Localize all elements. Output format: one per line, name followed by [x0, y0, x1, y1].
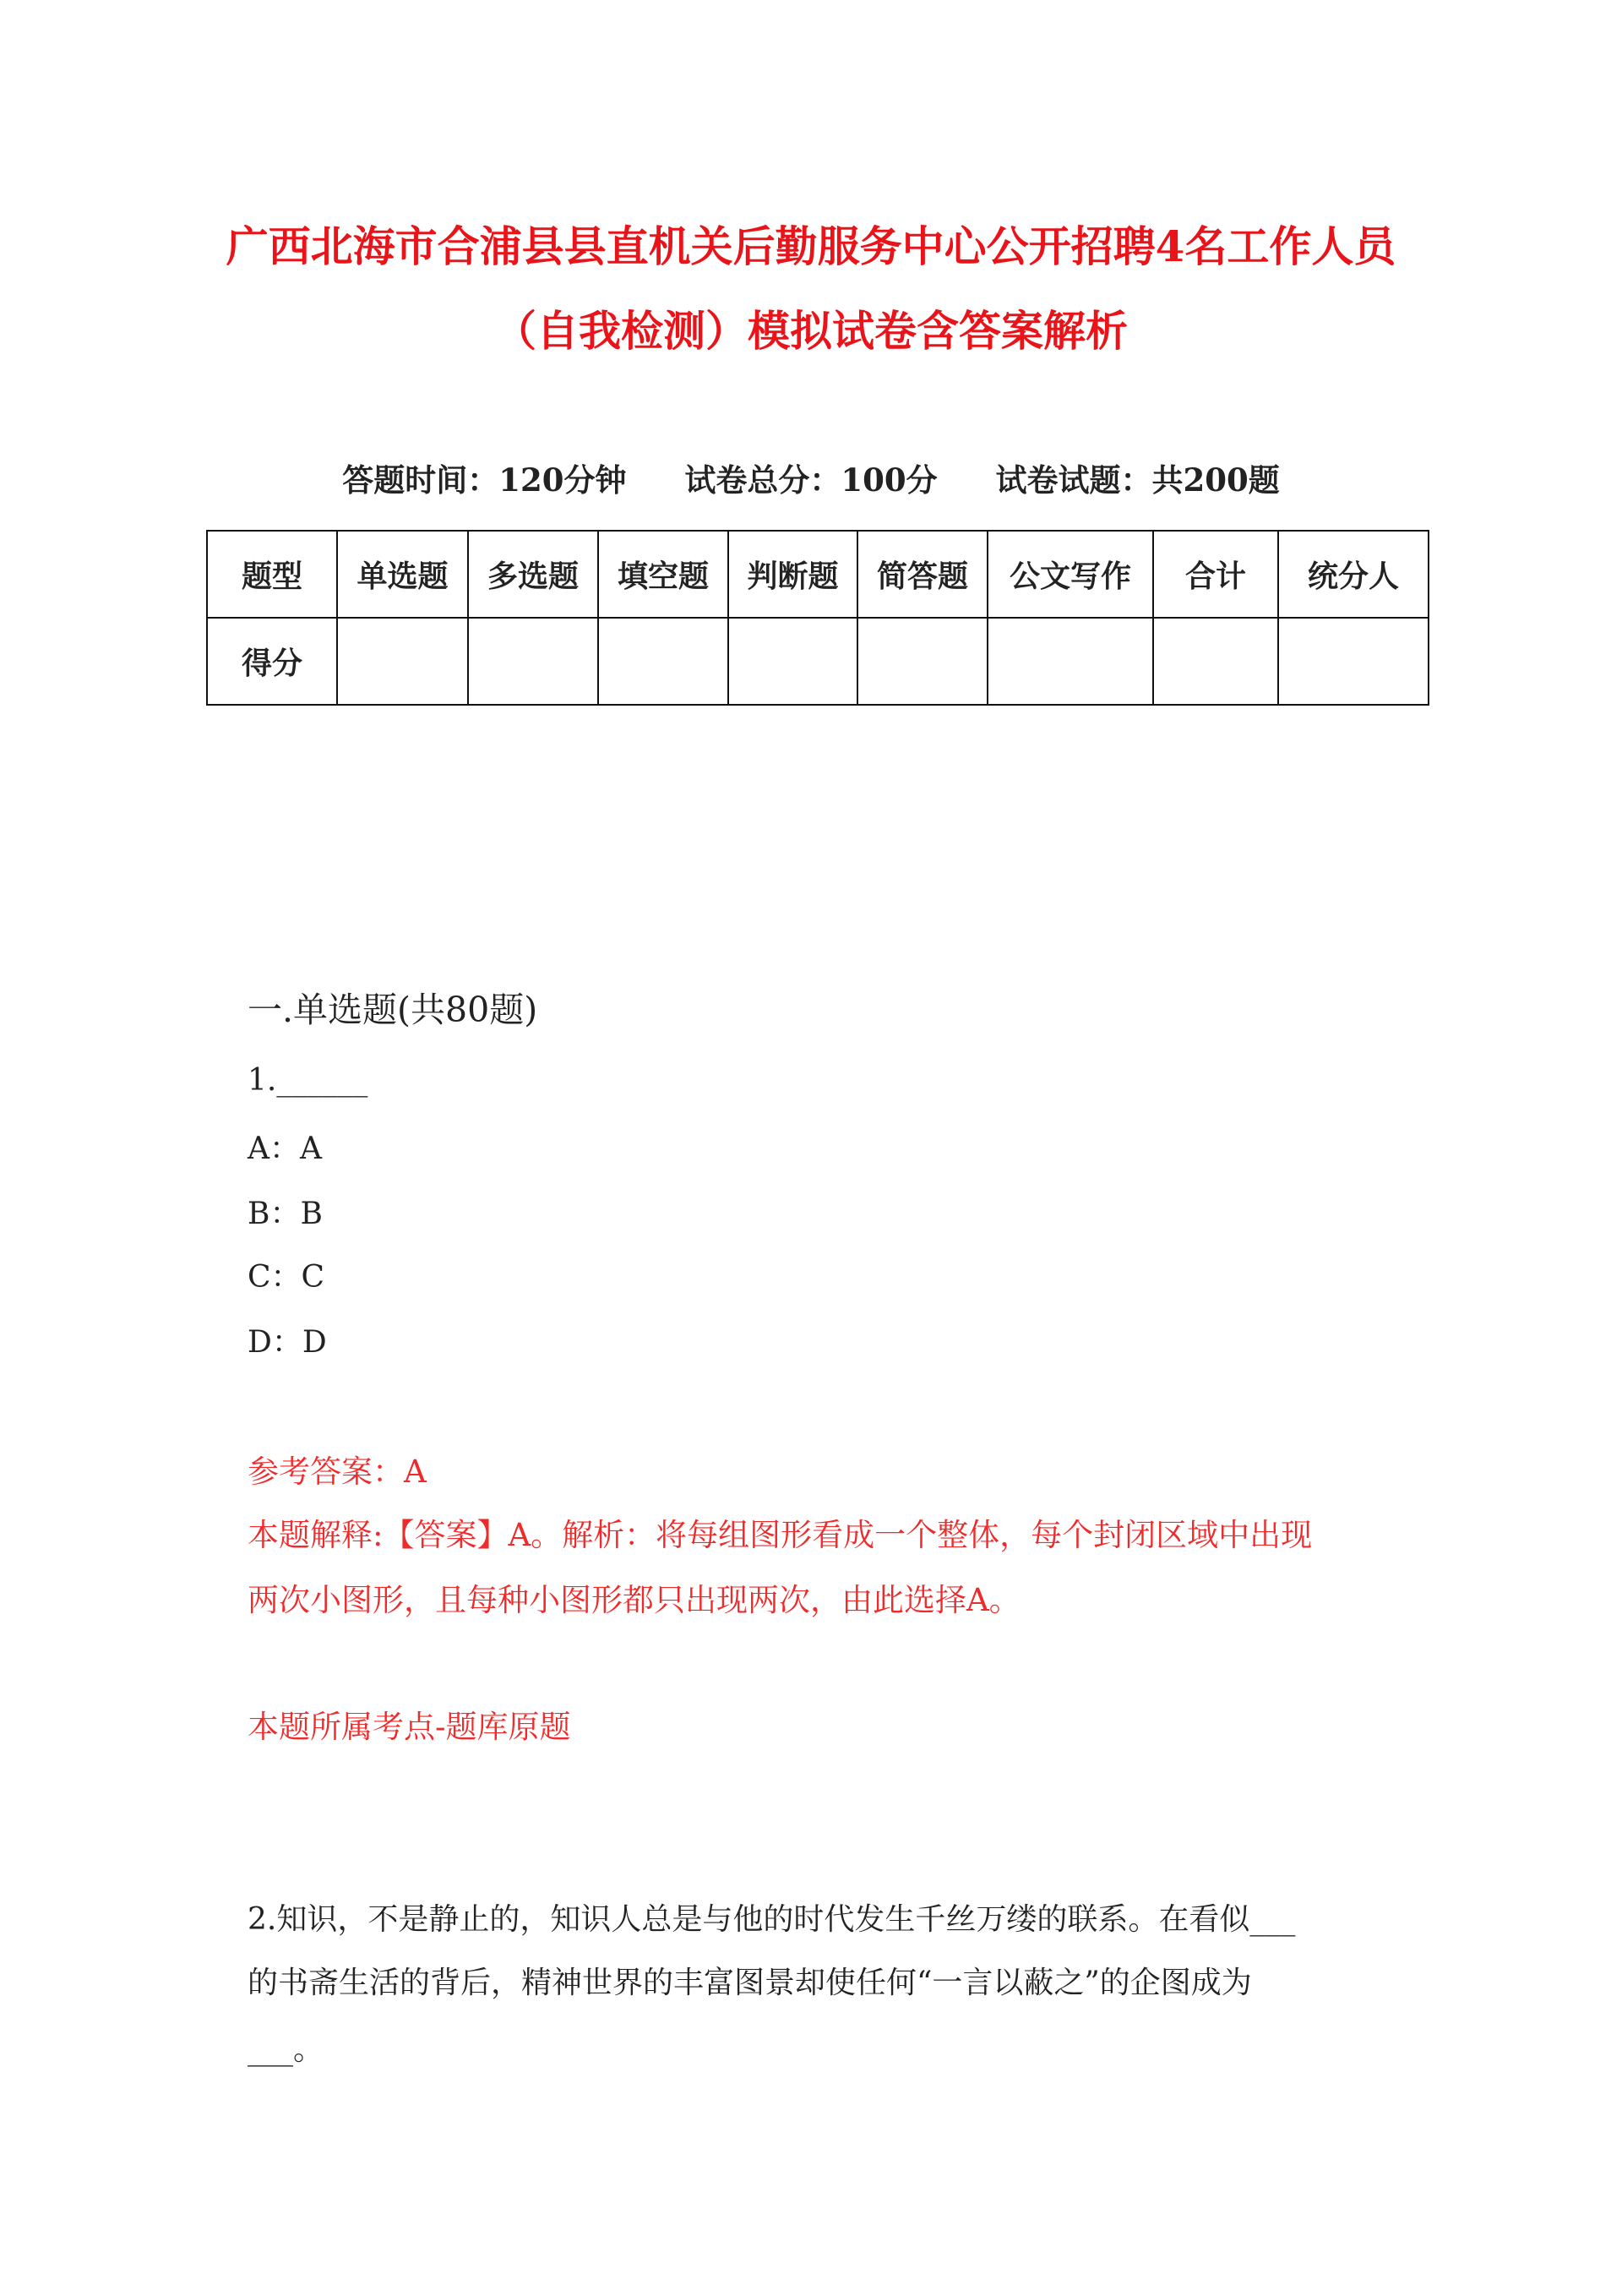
exam-info: [0, 455, 1622, 500]
question-1-topic: 本题所属考点-题库原题: [248, 1709, 571, 1745]
header-cell: 填空题: [598, 531, 728, 618]
score-cell: [988, 618, 1153, 705]
question-2-line2: 的书斋生活的背后，精神世界的丰富图景却使任何“一言以蔽之”的企图成为: [248, 1966, 1252, 2000]
question-1-explanation-line2: 两次小图形，且每种小图形都只出现两次，由此选择A。: [248, 1582, 1021, 1618]
score-cell: [337, 618, 468, 705]
document-title-line1: 广西北海市合浦县县直机关后勤服务中心公开招聘4名工作人员: [226, 221, 1396, 271]
exam-time: 答题时间：120分钟: [342, 461, 627, 499]
header-cell: 合计: [1153, 531, 1278, 618]
score-table-score-row: [207, 618, 1429, 705]
score-cell: [1278, 618, 1429, 705]
row-label-cell: 得分: [207, 618, 337, 705]
question-2-line3: ___。: [248, 2032, 324, 2067]
score-cell: [857, 618, 988, 705]
question-1-option-b: B：B: [248, 1197, 323, 1231]
header-cell: 题型: [207, 531, 337, 618]
question-1-option-d: D：D: [248, 1325, 327, 1360]
question-1-explanation-line1: 本题解释:【答案】A。解析：将每组图形看成一个整体，每个封闭区域中出现: [248, 1517, 1313, 1553]
question-1-option-c: C：C: [248, 1260, 325, 1295]
header-cell: 统分人: [1278, 531, 1429, 618]
header-cell: 简答题: [857, 531, 988, 618]
question-1-stem: 1.______: [248, 1063, 368, 1098]
score-cell: [728, 618, 857, 705]
section-heading: 一.单选题(共80题): [248, 990, 538, 1030]
score-table: [206, 530, 1429, 706]
score-cell: [468, 618, 598, 705]
document-title-line2: （自我检测）模拟试卷含答案解析: [494, 306, 1128, 356]
question-2-line1: 2.知识，不是静止的，知识人总是与他的时代发生千丝万缕的联系。在看似___: [248, 1902, 1296, 1937]
header-cell: 公文写作: [988, 531, 1153, 618]
exam-question-count: 试卷试题：共200题: [995, 461, 1280, 499]
score-cell: [598, 618, 728, 705]
header-cell: 单选题: [337, 531, 468, 618]
question-1-option-a: A：A: [248, 1132, 322, 1166]
header-cell: 判断题: [728, 531, 857, 618]
score-table-header-row: [207, 531, 1429, 618]
score-cell: [1153, 618, 1278, 705]
exam-total-score: 试卷总分：100分: [684, 461, 938, 499]
question-1-answer: 参考答案：A: [248, 1453, 427, 1490]
header-cell: 多选题: [468, 531, 598, 618]
